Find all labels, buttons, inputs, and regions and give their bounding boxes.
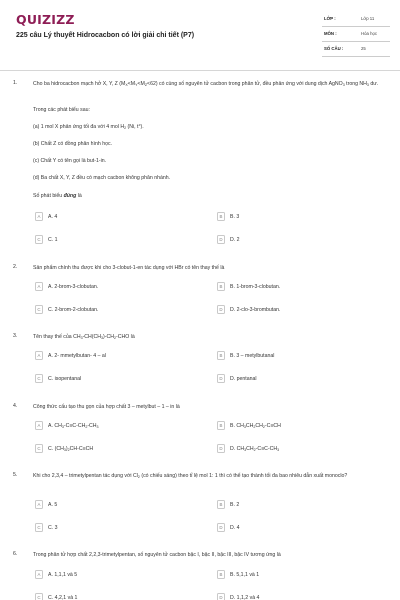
option-text: D. 1,1,2 và 4 (230, 595, 260, 600)
option-text: A. $CH_3-C\equiv C-CH_2-CH_3$ (48, 423, 99, 429)
option-letter-box: B (217, 500, 225, 509)
worksheet-title: 225 câu Lý thuyết Hidrocacbon có lời giải chi tiết (P7) (16, 32, 195, 39)
meta-row-grade (322, 12, 390, 27)
option-text: B. 5,1,1 và 1 (230, 572, 260, 578)
option-letter-box: C (35, 444, 43, 453)
meta-value: Hóa học (361, 31, 378, 36)
option-text: C. 3 (48, 525, 58, 531)
option-letter-box: C (35, 523, 43, 532)
option-letter-box: C (35, 235, 43, 244)
option-letter-box: B (217, 282, 225, 291)
option-letter-box: B (217, 351, 225, 360)
header-divider (0, 70, 400, 71)
option-text: D. pentanal (230, 376, 257, 382)
question-stem: Công thức cấu tạo thu gọn của hợp chất 3 – metylbut – 1 – in là (33, 404, 180, 410)
question-prompt: Số phát biểu đúng là (33, 193, 82, 199)
option-letter-box: D (217, 444, 225, 453)
question-number: 5. (13, 472, 18, 478)
question-number: 6. (13, 551, 18, 557)
option-text: A. 1,1,1 và 5 (48, 572, 78, 578)
option-text: B. 3 – metylbutanal (230, 353, 275, 359)
option-letter-box: A (35, 282, 43, 291)
option-text: C. isopentanal (48, 376, 82, 382)
question-statement: (c) Chất Y có tên gọi là but-1-in. (33, 158, 107, 164)
question-statement: (b) Chất Z có đồng phân hình học. (33, 141, 113, 147)
option-letter-box: A (35, 500, 43, 509)
option-text: D. $CH_3CH_2-C\equiv C-CH_3$ (230, 446, 280, 452)
question-stem: Cho ba hidrocacbon mạch hở X, Y, Z $(M_X<M_Y<M_Z<62)$ có cùng số nguyên tử cacbon trong phân tử, đều phản ứng với dung dịch AgNO$_3$ trong $NH_3$ dư. (33, 81, 379, 87)
option-text: B. 3 (230, 214, 240, 220)
option-letter-box: A (35, 570, 43, 579)
option-letter-box: B (217, 212, 225, 221)
option-text: C. $(CH_3)_2CH-C\equiv CH$ (48, 446, 94, 452)
option-text: B. 1-brom-3-clobutan. (230, 284, 281, 290)
option-letter-box: C (35, 593, 43, 600)
option-text: A. 4 (48, 214, 58, 220)
option-letter-box: D (217, 305, 225, 314)
quizizz-logo: QUIZIZZ (16, 12, 75, 27)
worksheet-header (0, 0, 400, 66)
option-text: C. 2-brom-2-clobutan. (48, 307, 99, 313)
option-letter-box: A (35, 421, 43, 430)
meta-label: LỚP : (324, 16, 336, 21)
question-statement: (d) Ba chất X, Y, Z đều có mạch cacbon không phân nhánh. (33, 175, 171, 181)
option-letter-box: C (35, 305, 43, 314)
meta-table (322, 12, 390, 57)
option-letter-box: D (217, 523, 225, 532)
meta-value: 25 (361, 46, 366, 51)
option-text: B. 2 (230, 502, 240, 508)
question-stem: Trong phân tử hợp chất 2,2,3-trimetylpentan, số nguyên tử cacbon bậc I, bậc II, bậc III, bậc IV tương ứng là (33, 552, 281, 558)
question-statement: Trong các phát biểu sau: (33, 107, 90, 113)
option-text: C. 4,2,1 và 1 (48, 595, 78, 600)
option-letter-box: D (217, 235, 225, 244)
question-number: 3. (13, 333, 18, 339)
option-text: A. 2- mmetylbutan- 4 – al (48, 353, 106, 359)
option-letter-box: C (35, 374, 43, 383)
option-text: D. 2-clo-3-brombutan. (230, 307, 281, 313)
option-text: D. 2 (230, 237, 240, 243)
question-stem: Tên thay thế của $CH_3-CH(CH_3)-CH_2$-CHO là (33, 334, 135, 340)
option-letter-box: B (217, 570, 225, 579)
option-letter-box: D (217, 593, 225, 600)
question-number: 4. (13, 403, 18, 409)
option-text: C. 1 (48, 237, 58, 243)
option-text: A. 2-brom-3-clobutan. (48, 284, 99, 290)
option-text: A. 5 (48, 502, 58, 508)
option-letter-box: A (35, 212, 43, 221)
meta-value: Lớp 11 (361, 16, 375, 21)
question-statement: (a) 1 mol X phản ứng tối đa với 4 mol $H_2$ (Ni, t°). (33, 124, 144, 130)
question-stem: Khi cho 2,3,4 – trimetylpentan tác dụng với $Cl_2$ (có chiếu sáng) theo tỉ lệ mol 1: 1 thì có thể tạo thành tối đa bao nhiêu dẫn xuất monoclo? (33, 473, 348, 479)
meta-row-subject (322, 27, 390, 42)
option-text: B. $CH_3CH_2CH_2-C\equiv CH$ (230, 423, 281, 429)
option-letter-box: B (217, 421, 225, 430)
option-letter-box: D (217, 374, 225, 383)
question-number: 1. (13, 80, 18, 86)
option-letter-box: A (35, 351, 43, 360)
meta-row-question-count (322, 42, 390, 57)
meta-label: SỐ CÂU : (324, 46, 344, 51)
question-stem: Sản phẩm chính thu được khi cho 3-clobut-1-en tác dụng với HBr có tên thay thế là (33, 265, 225, 271)
meta-label: MÔN : (324, 31, 337, 36)
option-text: D. 4 (230, 525, 240, 531)
question-number: 2. (13, 264, 18, 270)
